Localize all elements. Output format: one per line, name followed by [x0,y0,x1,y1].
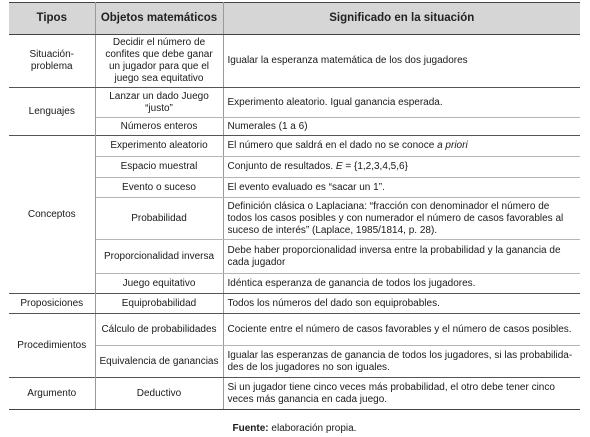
object-cell: Probabilidad [95,198,223,240]
table-row [9,88,580,118]
table-row [9,240,580,274]
meaning-cell: Igualar la esperanza matemática de los dos jugadores [223,35,580,88]
meaning-cell: Debe haber proporcionalidad inversa entre la probabilidad y la ganancia de cada jugador [223,240,580,274]
meaning-cell: El evento evaluado es “sacar un 1”. [223,178,580,198]
object-cell: Experimento aleatorio [95,136,223,157]
meaning-cell: Numerales (1 a 6) [223,118,580,136]
object-cell: Lanzar un dado Juego “justo” [95,88,223,118]
table-row [9,198,580,240]
header-meaning: Significado en la situación [223,3,580,35]
meaning-text: Conjunto de resultados. [227,161,334,172]
table-row [9,178,580,198]
caption-label: Fuente: [232,423,269,434]
meaning-cell [223,136,580,157]
object-cell: Números enteros [95,118,223,136]
caption-text: elaboración propia. [271,423,357,434]
table-header [9,3,580,35]
meaning-cell [223,157,580,178]
type-cell: Argumento [9,378,95,410]
meaning-cell: Idéntica esperanza de ganancia de todos los jugadores. [223,274,580,294]
object-cell: Cálculo de probabilidades [95,314,223,346]
meaning-cell: Definición clásica o Laplaciana: “fracción con denominador el número de todos los casos posibles y con numerador el número de casos favorables al suceso de interés” (Laplace, 1985/1814, p. 28). [223,198,580,240]
type-cell: Lenguajes [9,88,95,136]
object-cell: Proporcionalidad inversa [95,240,223,274]
meaning-cell: Experimento aleatorio. Igual ganancia esperada. [223,88,580,118]
table-body [9,35,580,410]
object-cell: Equivalencia de ganancias [95,346,223,378]
table-row [9,314,580,346]
table-row [9,136,580,157]
object-cell: Evento o suceso [95,178,223,198]
header-types: Tipos [9,3,95,35]
header-objects: Objetos matemáticos [95,3,223,35]
table-row [9,274,580,294]
object-cell: Deductivo [95,378,223,410]
object-cell: Equiprobabilidad [95,294,223,314]
type-cell: Proposiciones [9,294,95,314]
meaning-cell: Todos los números del dado son equiprobables. [223,294,580,314]
object-cell: Juego equitativo [95,274,223,294]
table-row [9,294,580,314]
meaning-suffix: = {1,2,3,4,5,6} [345,161,408,172]
object-cell: Decidir el número de confites que debe ganar un jugador para que el juego sea equitativo [95,35,223,88]
table-source-caption [9,423,580,435]
type-cell: Situación-problema [9,35,95,88]
meaning-italic: E [335,161,343,172]
table-row [9,346,580,378]
object-cell: Espacio muestral [95,157,223,178]
table-row [9,118,580,136]
meaning-cell: Si un jugador tiene cinco veces más probabilidad, el otro debe tener cinco veces más ganancia en cada juego. [223,378,580,410]
type-cell: Procedimientos [9,314,95,378]
meaning-cell: Igualar las esperanzas de ganancia de todos los jugadores, si las probabilida-des de los jugadores no son iguales. [223,346,580,378]
meaning-text: El número que saldrá en el dado no se conoce [227,140,435,151]
meaning-italic: a priori [437,140,468,151]
meaning-cell: Cociente entre el número de casos favorables y el número de casos posibles. [223,314,580,346]
table-row [9,157,580,178]
table-row [9,35,580,88]
onto-semiotic-table [9,2,580,410]
table-row [9,378,580,410]
type-cell: Conceptos [9,136,95,294]
